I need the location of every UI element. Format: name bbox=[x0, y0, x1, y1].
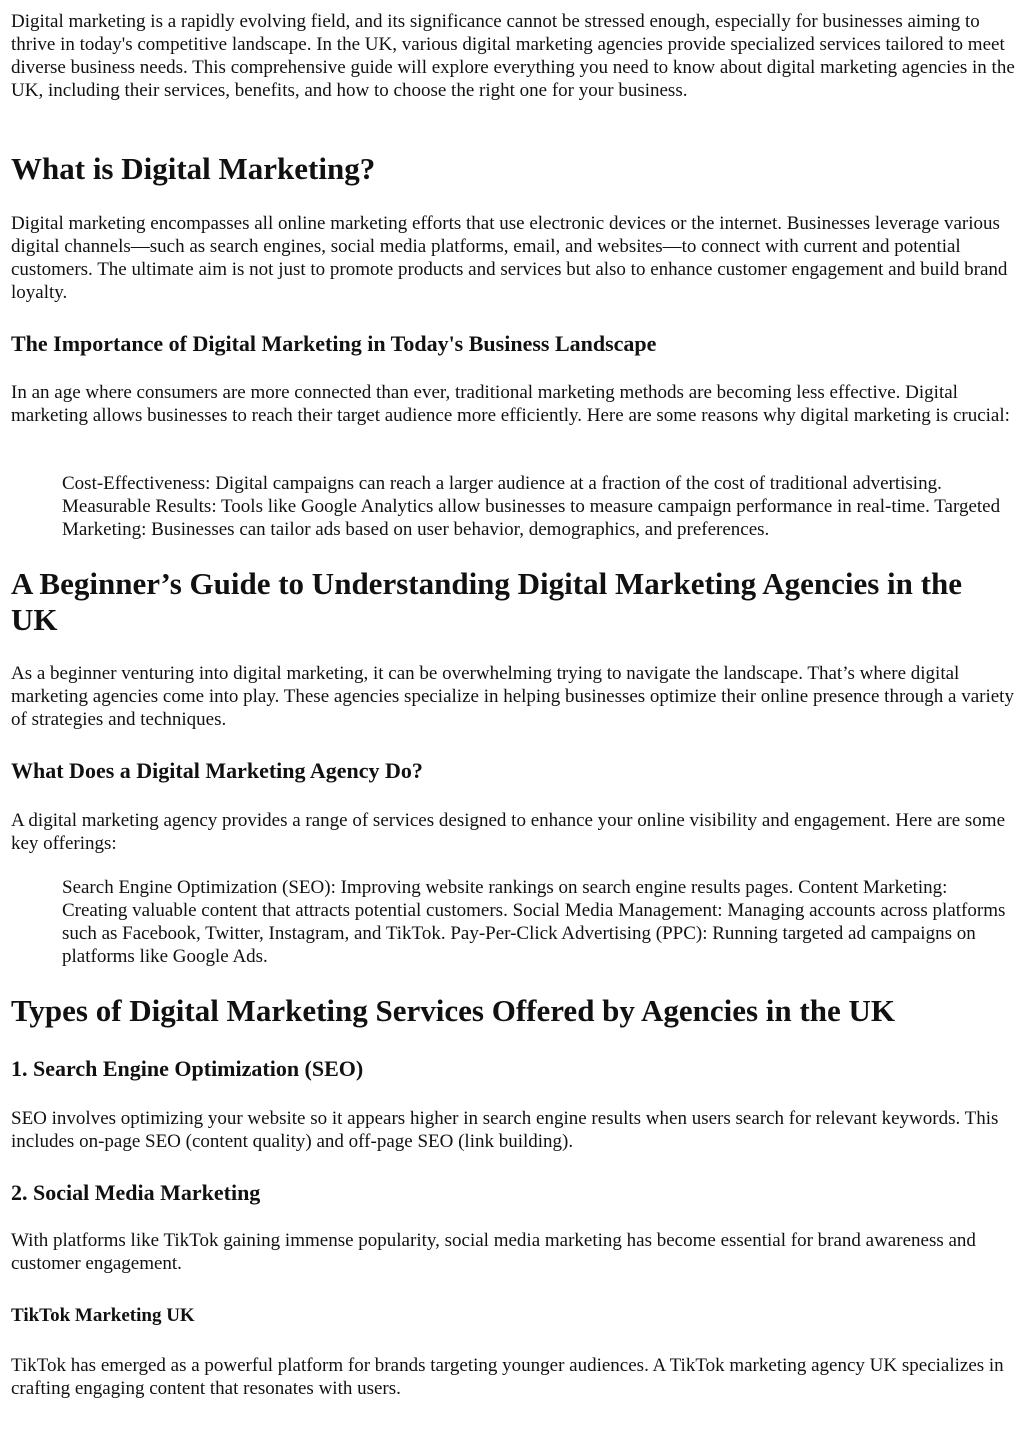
paragraph-social-media-marketing: With platforms like TikTok gaining immense popularity, social media marketing has become essential for brand awareness and customer engagement. bbox=[11, 1230, 976, 1274]
paragraph-seo: SEO involves optimizing your website so it appears higher in search engine results when users search for relevant keywords. This includes on-page SEO (content quality) and off-page SEO (link building). bbox=[11, 1108, 999, 1152]
paragraph-importance: In an age where consumers are more connected than ever, traditional marketing methods are becoming less effective. Digital marketing allows businesses to reach their target audience more efficiently. Here are some reasons why digital marketing is crucial: bbox=[11, 382, 1010, 426]
paragraph-agency-role: A digital marketing agency provides a range of services designed to enhance your online visibility and engagement. Here are some key offerings: bbox=[11, 810, 1006, 854]
paragraph-beginners-guide: As a beginner venturing into digital marketing, it can be overwhelming trying to navigate the landscape. That’s where digital marketing agencies come into play. These agencies specialize in helping businesses optimize their online presence through a variety of strategies and techniques. bbox=[11, 663, 1014, 730]
heading-beginners-guide: A Beginner’s Guide to Understanding Digital Marketing Agencies in the UK bbox=[11, 566, 962, 637]
quote-key-offerings: Search Engine Optimization (SEO): Improving website rankings on search engine results pages. Content Marketing: Creating valuable content that attracts potential customers. Social Media Management: Managing accounts across platforms such as Facebook, Twitter, Instagram, and TikTok. Pay-Per-Click Advertising (PPC): Running targeted ad campaigns on platforms like Google Ads. bbox=[62, 877, 1006, 967]
intro-paragraph: Digital marketing is a rapidly evolving field, and its significance cannot be stressed enough, especially for businesses aiming to thrive in today's competitive landscape. In the UK, various digital marketing agencies provide specialized services tailored to meet diverse business needs. This comprehensive guide will explore everything you need to know about digital marketing agencies in the UK, including their services, benefits, and how to choose the right one for your business. bbox=[11, 11, 1015, 101]
heading-seo: 1. Search Engine Optimization (SEO) bbox=[11, 1056, 364, 1081]
quote-importance-reasons: Cost-Effectiveness: Digital campaigns can reach a larger audience at a fraction of the cost of traditional advertising. Measurable Results: Tools like Google Analytics allow businesses to measure campaign performance in real-time. Targeted Marketing: Businesses can tailor ads based on user behavior, demographics, and preferences. bbox=[62, 473, 1001, 540]
paragraph-tiktok-marketing: TikTok has emerged as a powerful platform for brands targeting younger audiences. A TikTok marketing agency UK specializes in crafting engaging content that resonates with users. bbox=[11, 1355, 1004, 1399]
heading-social-media-marketing: 2. Social Media Marketing bbox=[11, 1180, 261, 1205]
heading-tiktok-marketing: TikTok Marketing UK bbox=[11, 1305, 195, 1326]
paragraph-what-is-digital-marketing: Digital marketing encompasses all online marketing efforts that use electronic devices or the internet. Businesses leverage various digital channels—such as search engines, social media platforms, email, and websites—to connect with current and potential customers. The ultimate aim is not just to promote products and services but also to enhance customer engagement and build brand loyalty. bbox=[11, 213, 1008, 303]
heading-service-types: Types of Digital Marketing Services Offered by Agencies in the UK bbox=[11, 993, 895, 1028]
heading-agency-role: What Does a Digital Marketing Agency Do? bbox=[11, 758, 423, 783]
heading-importance: The Importance of Digital Marketing in Today's Business Landscape bbox=[11, 331, 657, 356]
heading-what-is-digital-marketing: What is Digital Marketing? bbox=[11, 151, 376, 186]
